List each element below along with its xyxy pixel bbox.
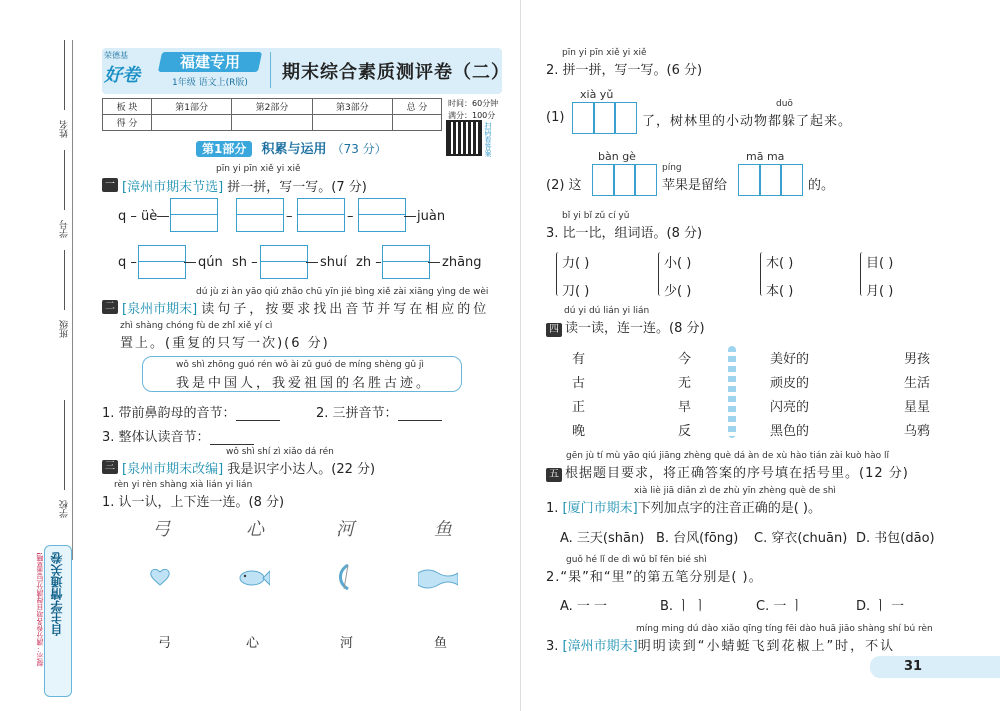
- q1-row1-end: juàn: [417, 209, 446, 224]
- q4-left-3a[interactable]: 正: [572, 400, 586, 415]
- id-field[interactable]: [64, 150, 66, 210]
- q2-sub-1: [102, 402, 280, 421]
- q2-line-1: [122, 298, 489, 317]
- part1-num: 第1部分: [196, 141, 252, 157]
- score-header-4: 总 分: [393, 99, 442, 115]
- q2-sub-2: [316, 402, 442, 421]
- arrow-3: [184, 262, 196, 263]
- q1-row2-zhang: zhāng: [442, 255, 482, 270]
- q4-right-2a[interactable]: 顽皮的: [770, 376, 810, 391]
- q2-blank-1[interactable]: [236, 408, 280, 421]
- id-label: 学号: [60, 220, 70, 238]
- score-cell-2[interactable]: [232, 115, 312, 131]
- q1-row2-sh: sh –: [232, 255, 258, 270]
- edition-text: 福建专用: [179, 53, 240, 71]
- qr-label: 扫码看答案: [484, 122, 492, 157]
- edition-badge: [158, 52, 262, 72]
- q1-answer-box-5[interactable]: [138, 245, 186, 279]
- f2-cell-8[interactable]: [801, 164, 803, 196]
- q1-answer-box-4[interactable]: [358, 198, 406, 232]
- f1-pinyin: xià yǔ: [580, 88, 614, 101]
- side-banner-sub: 提示：满分卷各项目得满分后盖章哦!: [36, 552, 44, 667]
- s2-opt-c[interactable]: C. 一 ㅣ: [756, 599, 804, 614]
- q2-pinyin-1: dú jù zi àn yāo qiú zhǎo chū yīn jié bìng xiě zài xiāng yìng de wèi: [196, 287, 489, 297]
- part1-title: 积累与运用: [261, 142, 327, 157]
- q4-left-4b[interactable]: 反: [678, 424, 692, 439]
- compare-2[interactable]: 小( ): [664, 256, 692, 271]
- q1-heading: [122, 176, 367, 195]
- q4-left-1b[interactable]: 今: [678, 352, 692, 367]
- q4-right-4a[interactable]: 黑色的: [770, 424, 810, 439]
- q4-left-2a[interactable]: 古: [572, 376, 586, 391]
- s3-tag: [漳州市期末]: [562, 639, 638, 654]
- s1-opt-b[interactable]: B. 台风(fōng): [656, 531, 739, 546]
- q4-right-1b[interactable]: 男孩: [904, 352, 931, 367]
- q1-row1-start: q – üè: [118, 209, 158, 224]
- f2-cell-2[interactable]: [613, 164, 636, 196]
- side-banner-title: 自主学情通关卷: [50, 552, 64, 636]
- full-score-text: 满分：100分: [448, 111, 496, 120]
- brand-text: 荣德基: [104, 51, 128, 60]
- q5-num: 五: [546, 468, 562, 482]
- ancient-char-3[interactable]: 河: [336, 519, 354, 540]
- q2-text-2: 置上。(重复的只写一次)(6 分): [120, 336, 330, 351]
- q1-row1-dash1: –: [286, 209, 293, 224]
- q2-sub-3: [102, 426, 254, 445]
- s1-text: 下列加点字的注音正确的是( )。: [637, 501, 821, 516]
- q2-tag: [泉州市期末]: [122, 302, 198, 317]
- r-q3-pinyin: bǐ yi bǐ zǔ cí yǔ: [562, 211, 630, 221]
- score-row-label: 得 分: [103, 115, 152, 131]
- header-divider: [270, 52, 271, 88]
- arrow-1: [157, 216, 169, 217]
- brace-2: [658, 252, 663, 296]
- compare-5[interactable]: 刀( ): [562, 284, 590, 299]
- time-text: 时间：60分钟: [448, 99, 499, 108]
- r-q2-text: 2. 拼一拼，写一写。(6 分): [546, 63, 703, 78]
- compare-3[interactable]: 木( ): [766, 256, 794, 271]
- part1-points: （73 分）: [331, 142, 387, 156]
- heart-icon[interactable]: [150, 568, 170, 586]
- q3-line: [122, 458, 375, 477]
- q4-right-1a[interactable]: 美好的: [770, 352, 810, 367]
- brace-4: [860, 252, 865, 296]
- modern-char-3[interactable]: 河: [340, 636, 354, 651]
- score-header-3: 第3部分: [312, 99, 392, 115]
- r-q4: [546, 317, 705, 337]
- f2-cell-5[interactable]: [738, 164, 761, 196]
- q3-number: 三: [102, 458, 121, 474]
- compare-1[interactable]: 力( ): [562, 256, 590, 271]
- q1-tag: [漳州市期末节选]: [122, 180, 224, 195]
- s1-line: 1. [厦门市期末]下列加点字的注音正确的是( )。: [546, 501, 821, 516]
- s2-opt-a[interactable]: A. 一 一: [560, 599, 608, 614]
- f2-pinyin-1: bàn gè: [598, 150, 636, 163]
- r-q2-pinyin: pīn yi pīn xiě yi xiě: [562, 48, 647, 58]
- q1-row2-qun: qún: [198, 255, 223, 270]
- compare-8[interactable]: 月( ): [866, 284, 894, 299]
- q2-pinyin-2: zhì shàng chóng fù de zhǐ xiě yí cì: [120, 321, 273, 331]
- modern-char-2[interactable]: 心: [246, 636, 260, 651]
- s3-text: 明明读到“小蜻蜓飞到花椒上”时，不认: [637, 639, 896, 654]
- q2-text-1: 读句子，按要求找出音节并写在相应的位: [201, 302, 490, 317]
- compare-7[interactable]: 本( ): [766, 284, 794, 299]
- r-q4-pinyin: dú yi dú lián yi lián: [564, 306, 650, 316]
- sentence-pinyin: wǒ shì zhōng guó rén wǒ ài zǔ guó de míng shèng gǔ jì: [176, 360, 424, 370]
- modern-char-4[interactable]: 鱼: [434, 636, 448, 651]
- s2-pinyin: guǒ hé lǐ de dì wǔ bǐ fēn bié shì: [566, 555, 707, 565]
- s2-opt-b[interactable]: B. ㅣ ㅣ: [660, 599, 707, 614]
- s1-opt-d[interactable]: D. 书包(dāo): [856, 531, 935, 546]
- q1-row2-zh: zh –: [356, 255, 382, 270]
- vine-divider: [728, 346, 736, 438]
- f2-cell-6[interactable]: [759, 164, 782, 196]
- class-label: 班级: [60, 320, 70, 338]
- side-banner: [36, 545, 72, 697]
- f2-cell-7[interactable]: [780, 164, 803, 196]
- ancient-char-4[interactable]: 鱼: [434, 519, 452, 540]
- f1-text: 了，树林里的小动物都躲了起来。: [642, 114, 853, 129]
- compare-6[interactable]: 少( ): [664, 284, 692, 299]
- q1-answer-box-6[interactable]: [260, 245, 308, 279]
- score-cell-total[interactable]: [393, 115, 442, 131]
- ancient-char-1[interactable]: 弓: [152, 519, 170, 540]
- q2-number: 二: [102, 298, 121, 314]
- q1-answer-box-7[interactable]: [382, 245, 430, 279]
- q3-sub: 1. 认一认，上下连一连。(8 分): [102, 495, 285, 510]
- river-icon[interactable]: [418, 565, 458, 589]
- q1-answer-box-3[interactable]: [297, 198, 345, 232]
- q1-answer-box-2[interactable]: [236, 198, 284, 232]
- q1-row2-start: q –: [118, 255, 137, 270]
- arrow-4: [306, 262, 318, 263]
- compare-4[interactable]: 目( ): [866, 256, 894, 271]
- class-field[interactable]: [64, 250, 66, 310]
- q3-sub-pinyin: rèn yi rèn shàng xià lián yi lián: [114, 480, 253, 490]
- s2-opt-d[interactable]: D. ㅣ 一: [856, 599, 904, 614]
- q4-num: 四: [546, 323, 562, 337]
- ancient-char-2[interactable]: 心: [246, 519, 264, 540]
- f1-label: (1): [546, 110, 565, 125]
- q2-sub-3-text: 3. 整体认读音节：: [102, 430, 210, 445]
- f2-label: (2) 这: [546, 178, 582, 193]
- s1-opt-a[interactable]: A. 三天(shān): [560, 531, 645, 546]
- arrow-2: [404, 216, 416, 217]
- f2-text: 苹果是留给: [662, 178, 728, 193]
- school-label: 学校: [60, 500, 70, 518]
- page-number-tab: [870, 656, 1000, 678]
- q3-text: 我是识字小达人。(22 分): [227, 462, 376, 477]
- s1-opt-c[interactable]: C. 穿衣(chuān): [754, 531, 848, 546]
- page-title: 期末综合素质测评卷（二）: [282, 62, 510, 83]
- s2-text: 2.“果”和“里”的第五笔分别是( )。: [546, 570, 763, 585]
- r-q4-text: 读一读，连一连。(8 分): [565, 321, 705, 336]
- brace-3: [760, 252, 765, 296]
- q4-left-4a[interactable]: 晚: [572, 424, 586, 439]
- f2-cell-4[interactable]: [655, 164, 657, 196]
- q4-right-3b[interactable]: 星星: [904, 400, 931, 415]
- s3-line: 3. [漳州市期末]明明读到“小蜻蜓飞到花椒上”时，不认: [546, 639, 896, 654]
- bow-icon[interactable]: [334, 563, 354, 591]
- sentence-text: 我是中国人，我爱祖国的名胜古迹。: [176, 376, 433, 391]
- fish-icon[interactable]: [238, 568, 270, 588]
- r-q3-text: 3. 比一比，组词语。(8 分): [546, 226, 703, 241]
- page-number: 31: [904, 659, 923, 674]
- score-cell-1[interactable]: [152, 115, 232, 131]
- s3-pinyin: míng ming dú dào xiǎo qīng tíng fēi dào huā jiāo shàng shí bú rèn: [636, 624, 933, 634]
- f2-pinyin-2: mā ma: [746, 150, 785, 163]
- q4-right-3a[interactable]: 闪亮的: [770, 400, 810, 415]
- q1-text: 拼一拼，写一写。(7 分): [227, 180, 367, 195]
- brand-logo: [104, 50, 160, 90]
- q1-pinyin: pīn yi pīn xiě yi xiě: [216, 164, 301, 174]
- qr-code[interactable]: [448, 122, 480, 154]
- part1-heading: [196, 138, 387, 157]
- score-table: [102, 98, 442, 131]
- q2-blank-3[interactable]: [210, 432, 254, 445]
- arrow-5: [428, 262, 440, 263]
- sidebar-line: [72, 40, 73, 560]
- f2-cell-3[interactable]: [634, 164, 657, 196]
- modern-char-1[interactable]: 弓: [158, 636, 172, 651]
- score-header-2: 第2部分: [232, 99, 312, 115]
- name-field[interactable]: [64, 40, 66, 110]
- q1-row2-shui: shuí: [320, 255, 347, 270]
- f1-cell-1[interactable]: [572, 102, 595, 134]
- score-header-0: 板 块: [103, 99, 152, 115]
- f2-end: 的。: [808, 178, 835, 193]
- q3-tag: [泉州市期末改编]: [122, 462, 224, 477]
- q2-blank-2[interactable]: [398, 408, 442, 421]
- f1-cell-3[interactable]: [614, 102, 637, 134]
- r-q5-text: 根据题目要求，将正确答案的序号填在括号里。(12 分): [565, 466, 909, 481]
- q2-sub-2-text: 2. 三拼音节：: [316, 406, 398, 421]
- school-field[interactable]: [64, 400, 66, 490]
- score-header-1: 第1部分: [152, 99, 232, 115]
- s1-tag: [厦门市期末]: [562, 501, 638, 516]
- f1-cell-4[interactable]: [635, 102, 637, 134]
- q1-answer-box-1[interactable]: [170, 198, 218, 232]
- q1-number: 一: [102, 176, 121, 192]
- q1-row1-dash2: –: [347, 209, 354, 224]
- score-cell-3[interactable]: [312, 115, 392, 131]
- r-q5: [546, 462, 909, 482]
- f1-cell-2[interactable]: [593, 102, 616, 134]
- q2-sub-1-text: 1. 带前鼻韵母的音节：: [102, 406, 236, 421]
- r-q5-pinyin: gēn jù tí mù yāo qiú jiāng zhèng què dá àn de xù hào tián zài kuò hào lǐ: [566, 451, 890, 461]
- f1-duo: duō: [776, 99, 793, 109]
- q4-left-2b[interactable]: 无: [678, 376, 692, 391]
- brace-1: [556, 252, 561, 296]
- s1-pinyin: xià liè jiā diǎn zì de zhù yīn zhèng què de shì: [634, 486, 836, 496]
- grade-text: 1年级 语文上(R版): [172, 78, 248, 88]
- q4-left-3b[interactable]: 早: [678, 400, 692, 415]
- logo-text: 好卷: [104, 65, 140, 86]
- f2-ping: píng: [662, 163, 682, 173]
- q3-pinyin: wǒ shì shí zì xiǎo dá rén: [226, 447, 334, 457]
- q4-left-1a[interactable]: 有: [572, 352, 586, 367]
- q4-right-2b[interactable]: 生活: [904, 376, 931, 391]
- page-divider: [520, 0, 521, 711]
- f2-cell-1[interactable]: [592, 164, 615, 196]
- name-label: 姓名: [60, 120, 70, 138]
- q4-right-4b[interactable]: 乌鸦: [904, 424, 931, 439]
